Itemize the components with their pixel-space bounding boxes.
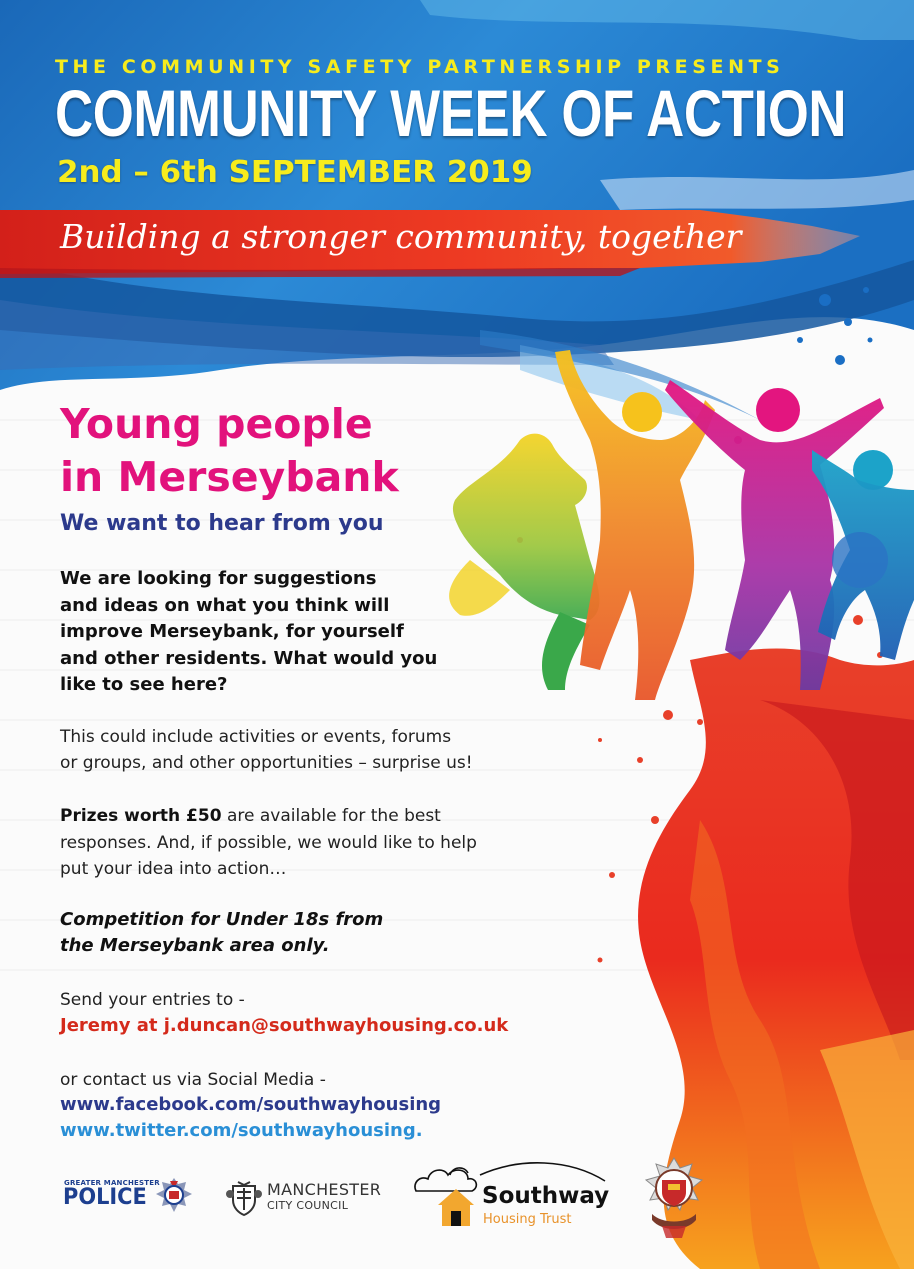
- prizes-line: put your idea into action…: [60, 859, 287, 879]
- include-line: This could include activities or events, forums: [60, 727, 452, 747]
- event-title: COMMUNITY WEEK OF ACTION: [55, 76, 847, 150]
- council-name-line-2: CITY COUNCIL: [267, 1199, 349, 1212]
- fire-service-logo: [638, 1154, 710, 1244]
- intro-line: and other residents. What would you: [60, 647, 438, 669]
- southway-name: Southway: [482, 1183, 610, 1209]
- include-line: or groups, and other opportunities – surprise us!: [60, 753, 473, 773]
- prizes-line: responses. And, if possible, we would like to help: [60, 832, 477, 853]
- police-logo: [62, 1176, 197, 1226]
- prizes-text: are available for the best: [221, 806, 441, 826]
- partner-logos: [0, 1148, 914, 1269]
- police-badge-icon: [154, 1176, 194, 1216]
- southway-subtitle: Housing Trust: [483, 1212, 572, 1227]
- presenter-line: THE COMMUNITY SAFETY PARTNERSHIP PRESENTS: [55, 56, 785, 78]
- council-crest-icon: [225, 1180, 263, 1218]
- prizes-amount: Prizes worth £50: [60, 806, 222, 826]
- send-label: Send your entries to -: [60, 990, 245, 1010]
- council-name-line-1: MANCHESTER: [267, 1180, 382, 1199]
- headline-line-2: in Merseybank: [60, 453, 399, 501]
- competition-line: the Merseybank area only.: [60, 935, 330, 956]
- police-logo-word: POLICE: [63, 1185, 147, 1210]
- council-logo: [225, 1178, 400, 1223]
- event-tagline: Building a stronger community, together: [60, 217, 742, 256]
- fire-crest-icon: [638, 1154, 710, 1244]
- subheadline: We want to hear from you: [60, 511, 384, 536]
- southway-logo: [410, 1153, 615, 1233]
- event-dates: 2nd – 6th SEPTEMBER 2019: [57, 155, 533, 190]
- prizes-paragraph: [60, 803, 540, 883]
- intro-line: We are looking for suggestions: [60, 568, 377, 589]
- competition-note: [60, 907, 520, 959]
- intro-paragraph: [60, 566, 520, 699]
- facebook-link[interactable]: www.facebook.com/southwayhousing: [60, 1094, 442, 1115]
- intro-line: and ideas on what you think will: [60, 594, 390, 616]
- intro-line: improve Merseybank, for yourself: [60, 621, 404, 642]
- competition-line: Competition for Under 18s from: [60, 909, 384, 930]
- headline-line-1: Young people: [60, 400, 373, 448]
- social-label: or contact us via Social Media -: [60, 1070, 326, 1090]
- twitter-link[interactable]: www.twitter.com/southwayhousing.: [60, 1120, 423, 1141]
- prizes-line-1: [60, 803, 540, 830]
- headline: [60, 398, 480, 504]
- include-paragraph: [60, 724, 510, 776]
- intro-line: like to see here?: [60, 674, 228, 695]
- police-logo-region: GREATER MANCHESTER: [64, 1179, 160, 1187]
- contact-email-link[interactable]: Jeremy at j.duncan@southwayhousing.co.uk: [60, 1015, 509, 1036]
